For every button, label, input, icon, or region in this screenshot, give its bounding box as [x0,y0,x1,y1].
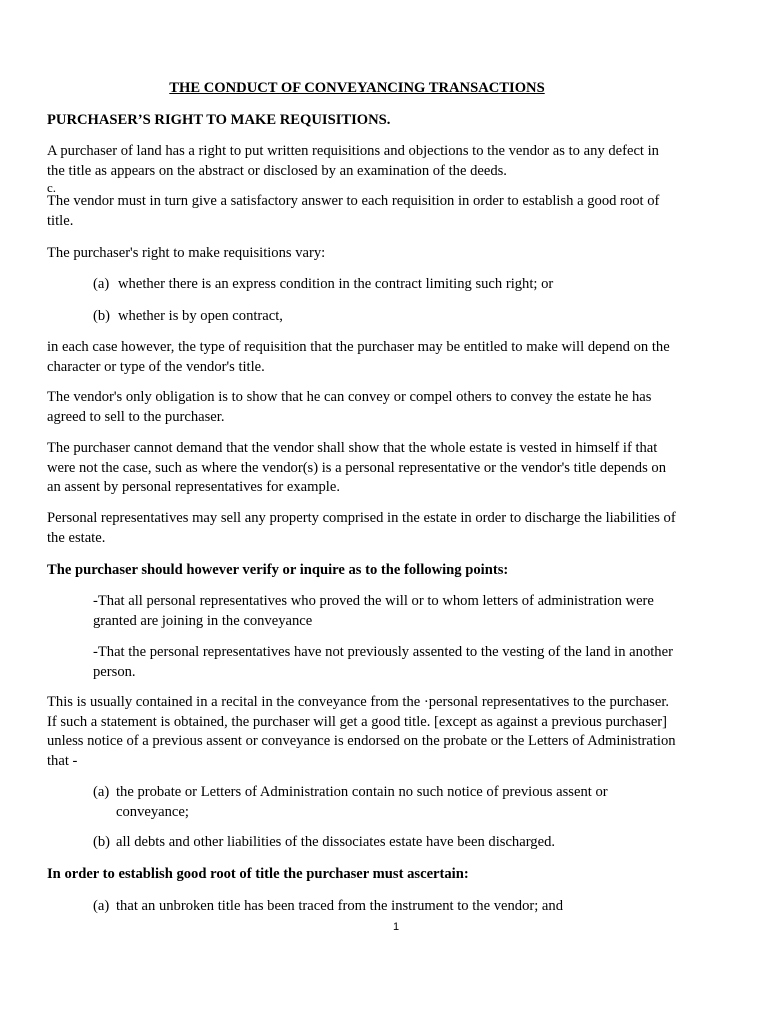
paragraph-vendor-answer: The vendor must in turn give a satisfactory answer to each requisition in order to establish a good root of title. [47,193,660,229]
section-heading-root-of-title: In order to establish good root of title the purchaser must ascertain: [47,866,469,882]
list-item-text: whether is by open contract, [118,308,283,324]
section-heading-requisitions: PURCHASER’S RIGHT TO MAKE REQUISITIONS. [47,112,391,128]
list-item [93,783,673,822]
paragraph-personal-representatives: Personal representatives may sell any property comprised in the estate in order to discharge the liabilities of the estate. [47,510,676,546]
list-item [93,897,673,917]
document-title: THE CONDUCT OF CONVEYANCING TRANSACTIONS [169,80,545,96]
list-item-label: (a) [93,784,110,800]
paragraph-requisitions-vary: The purchaser's right to make requisitions vary: [47,245,326,261]
list-item-label: (b) [93,308,111,324]
list-item-label: (a) [93,276,110,292]
list-item-label: (b) [93,834,111,850]
paragraph-vested-estate: The purchaser cannot demand that the vendor shall show that the whole estate is vested in himself if that were not the case, such as where the vendor(s) is a personal representative or the vendor's title depends on an assent by personal representatives for example. [47,440,666,495]
list-item-label: (a) [93,898,110,914]
paragraph-recital: This is usually contained in a recital in the conveyance from the ·personal representatives to the purchaser. If such a statement is obtained, the purchaser will get a good title. [except as against a previous purchaser] unless notice of a previous assent or conveyance is endorsed on the probate or the Letters of Administration that - [47,694,676,769]
list-item-text: all debts and other liabilities of the dissociates estate have been discharged. [116,834,556,850]
list-item-text: whether there is an express condition in the contract limiting such right; or [118,276,554,292]
stray-text: c. [47,180,57,195]
paragraph-vendor-obligation: The vendor's only obligation is to show that he can convey or compel others to convey the estate he has agreed to sell to the purchaser. [47,389,652,425]
paragraph-purchaser-right: A purchaser of land has a right to put written requisitions and objections to the vendor as to any defect in the title as appears on the abstract or disclosed by an examination of the deeds. [47,143,659,179]
point-item: -That the personal representatives have not previously assented to the vesting of the land in another person. [93,644,673,680]
list-item-text: that an unbroken title has been traced from the instrument to the vendor; and [116,898,563,914]
point-item: -That all personal representatives who proved the will or to whom letters of administration were granted are joining in the conveyance [93,593,654,629]
page-number: 1 [392,921,400,933]
list-item [93,833,673,853]
list-item [93,307,673,327]
list-item [93,275,673,295]
paragraph-requisition-type: in each case however, the type of requisition that the purchaser may be entitled to make will depend on the character or type of the vendor's title. [47,339,670,375]
section-heading-verify: The purchaser should however verify or inquire as to the following points: [47,562,509,578]
list-item-text: the probate or Letters of Administration contain no such notice of previous assent or conveyance; [116,784,608,820]
